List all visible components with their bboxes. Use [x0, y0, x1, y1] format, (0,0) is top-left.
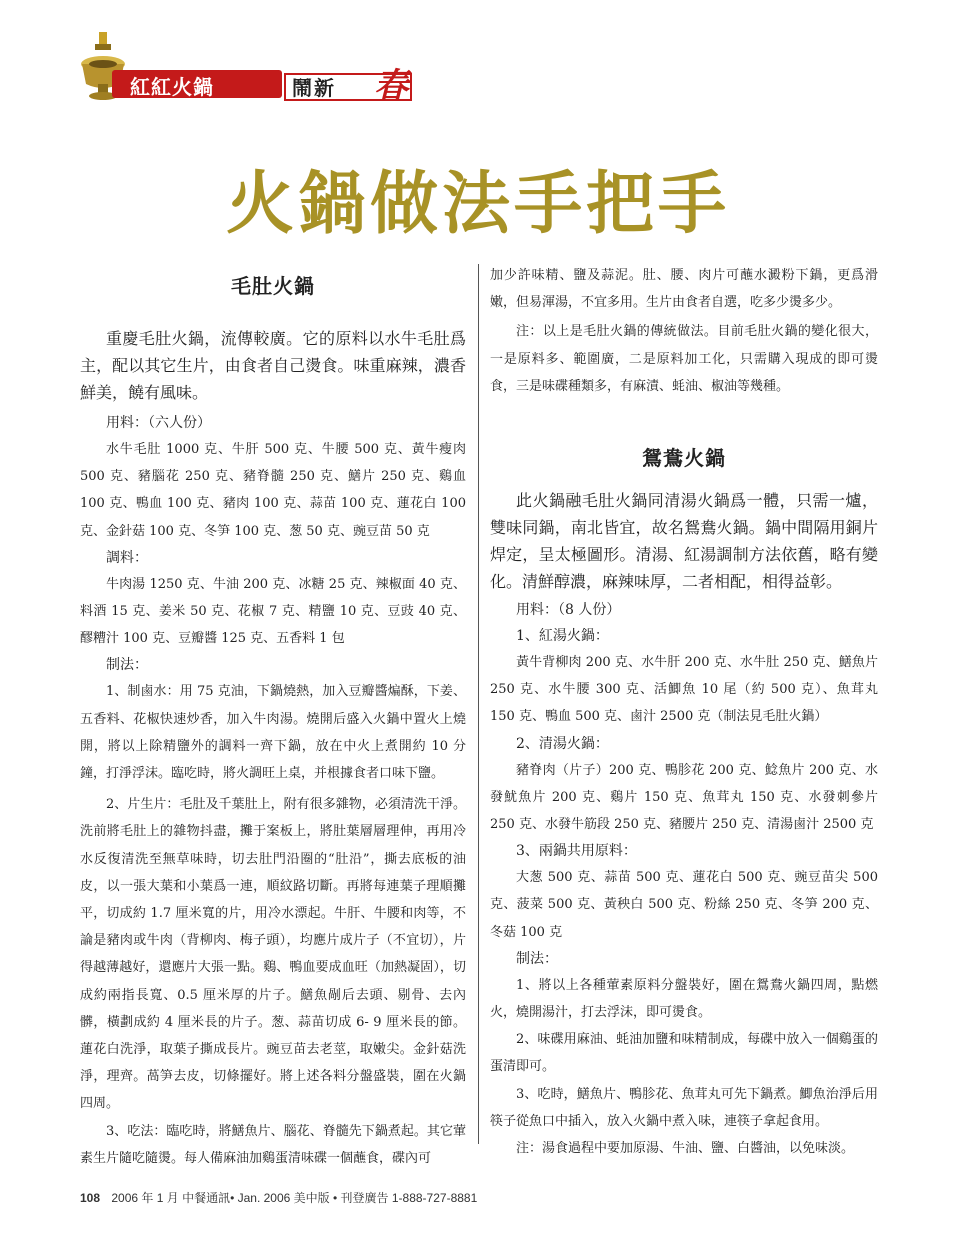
- footer-text: 2006 年 1 月 中餐通訊• Jan. 2006 美中版 • 刊登廣告 1-888-727-8881: [111, 1191, 478, 1205]
- note-paragraph-2: 注：湯食過程中要加原湯、牛油、鹽、白醬油，以免味淡。: [516, 1141, 855, 1157]
- method-step-r1: 1、將以上各種葷素原料分盤裝好，圍在鴛鴦火鍋四周，點燃火，燒開湯汁，打去浮沫，即可燙食。: [490, 977, 878, 1021]
- intro-paragraph-2: 此火鍋融毛肚火鍋同清湯火鍋爲一體，只需一爐，雙味同鍋，南北皆宜，故名鴛鴦火鍋。鍋中間隔用銅片焊定，呈太極圖形。清湯、紅湯調制方法依舊，略有變化。清鮮醇濃，麻辣味厚，二者相配，相得益彰。: [490, 491, 878, 592]
- intro-paragraph: 重慶毛肚火鍋，流傳較廣。它的原料以水牛毛肚爲主，配以其它生片，由食者自己燙食。味重麻辣，濃香鮮美，饒有風味。: [80, 329, 466, 402]
- right-column: [490, 262, 878, 1162]
- section-header: [78, 30, 408, 106]
- method-label: 制法：: [106, 657, 148, 674]
- recipe-heading-maodu: 毛肚火鍋: [231, 274, 315, 298]
- subrecipe-text-2: 豬脊肉（片子）200 克、鴨胗花 200 克、鯰魚片 200 克、水發魷魚片 200 克、鷄片 150 克、魚茸丸 150 克、水發刺參片 250 克、水發牛筋段 250 克、豬腰片 250 克、清湯鹵汁 2500 克: [490, 762, 878, 833]
- page-footer: [80, 1189, 477, 1206]
- method-step-r3: 3、吃時，鱔魚片、鴨胗花、魚茸丸可先下鍋煮。鯽魚治淨后用筷子從魚口中插入，放入火鍋中煮入味，連筷子拿起食用。: [490, 1086, 878, 1129]
- method-step-3: 3、吃法：臨吃時，將鱔魚片、腦花、脊髓先下鍋煮起。其它葷素生片隨吃隨燙。每人備麻油加鷄蛋清味碟一個蘸食，碟內可: [80, 1123, 466, 1166]
- method-step-r2: 2、味碟用麻油、蚝油加鹽和味精制成，每碟中放入一個鷄蛋的蛋清即可。: [490, 1032, 878, 1075]
- subrecipe-label-1: 1、紅湯火鍋：: [516, 628, 609, 645]
- banner-mid-text: 鬧新: [292, 76, 336, 100]
- left-column: [80, 262, 466, 1172]
- method-step-2: 2、片生片：毛肚及千葉肚上，附有很多雜物，必須清洗干淨。洗前將毛肚上的雜物抖盡，攤于案板上，將肚葉層層理伸，再用冷水反復清洗至無草味時，切去肚門沿圈的“肚沿”，撕去底板的油皮，以一張大葉和小葉爲一連，順紋路切斷。再將每連葉子理順攤平，切成約 1.7 厘米寬的片，用冷水漂起。牛肝、牛腰和肉等，不論是豬肉或牛肉（背柳肉、梅子頭），均應片成片子（不宜切），片得越薄越好，還應片大張一點。鷄、鴨血要成血旺（加熱凝固），切成約兩指長寬、0.5 厘米厚的片子。鱔魚剮后去頭、剔骨、去內髒，橫劃成約 4 厘米長的片子。葱、蒜苗切成 6- 9 厘米長的節。蓮花白洗淨，取葉子撕成長片。豌豆苗去老莖，取嫩尖。金針菇洗淨，理齊。萵笋去皮，切條擺好。將上述各料分盤盛裝，圍在火鍋四周。: [80, 797, 466, 1112]
- banner-left-text: 紅紅火鍋: [130, 75, 214, 99]
- seasoning-text: 牛肉湯 1250 克、牛油 200 克、冰糖 25 克、辣椒面 40 克、料酒 15 克、姜米 50 克、花椒 7 克、精鹽 10 克、豆豉 40 克、醪糟汁 100 克、豆瓣醬 125 克、五香料 1 包: [80, 576, 466, 647]
- continued-text: 加少許味精、鹽及蒜泥。肚、腰、肉片可蘸水澱粉下鍋，更爲滑嫩，但易渾湯，不宜多用。生片由食者自選，吃多少燙多少。: [490, 268, 878, 311]
- ingredients-label: 用料：（六人份）: [106, 415, 211, 431]
- ingredients-label-2: 用料：（8 人份）: [516, 602, 621, 619]
- section-banner: [112, 66, 412, 106]
- page-title: 火鍋做法手把手: [225, 164, 730, 244]
- column-divider: [478, 264, 479, 1144]
- page-number: 108: [80, 1191, 101, 1205]
- banner-right-text: 春: [374, 66, 408, 106]
- method-step-1: 1、制鹵水：用 75 克油，下鍋燒熱，加入豆瓣醬煸酥，下姜、五香料、花椒快速炒香，加入牛肉湯。燒開后盛入火鍋中置火上燒開，將以上除精鹽外的調料一齊下鍋，放在中火上煮開約 10 分鐘，打淨浮沫。臨吃時，將火調旺上桌，并根據食者口味下鹽。: [80, 684, 466, 782]
- subrecipe-text-1: 黃牛背柳肉 200 克、水牛肝 200 克、水牛肚 250 克、鱔魚片 250 克、水牛腰 300 克、活鯽魚 10 尾（約 500 克）、魚茸丸 150 克、鴨血 500 克、鹵汁 2500 克（制法見毛肚火鍋）: [490, 655, 878, 725]
- ingredients-text: 水牛毛肚 1000 克、牛肝 500 克、牛腰 500 克、黃牛瘦肉 500 克、豬腦花 250 克、豬脊髓 250 克、鱔片 250 克、鷄血 100 克、鴨血 100 克、豬肉 100 克、蒜苗 100 克、蓮花白 100 克、金針菇 100 克、冬笋 100 克、葱 50 克、豌豆苗 50 克: [80, 442, 466, 539]
- subrecipe-label-2: 2、清湯火鍋：: [516, 735, 609, 752]
- subrecipe-label-3: 3、兩鍋共用原料：: [516, 843, 637, 860]
- subrecipe-text-3: 大葱 500 克、蒜苗 500 克、蓮花白 500 克、豌豆苗尖 500 克、菠菜 500 克、黃秧白 500 克、粉絲 250 克、冬笋 200 克、冬菇 100 克: [490, 870, 878, 940]
- recipe-heading-yuanyang: 鴛鴦火鍋: [642, 446, 726, 471]
- seasoning-label: 調料：: [106, 549, 148, 566]
- method-label-2: 制法：: [516, 950, 558, 967]
- note-paragraph: 注：以上是毛肚火鍋的傳統做法。目前毛肚火鍋的變化很大，一是原料多、範圍廣，二是原料加工化，只需購入現成的即可燙食，三是味碟種類多，有麻漬、蚝油、椒油等幾種。: [490, 324, 878, 394]
